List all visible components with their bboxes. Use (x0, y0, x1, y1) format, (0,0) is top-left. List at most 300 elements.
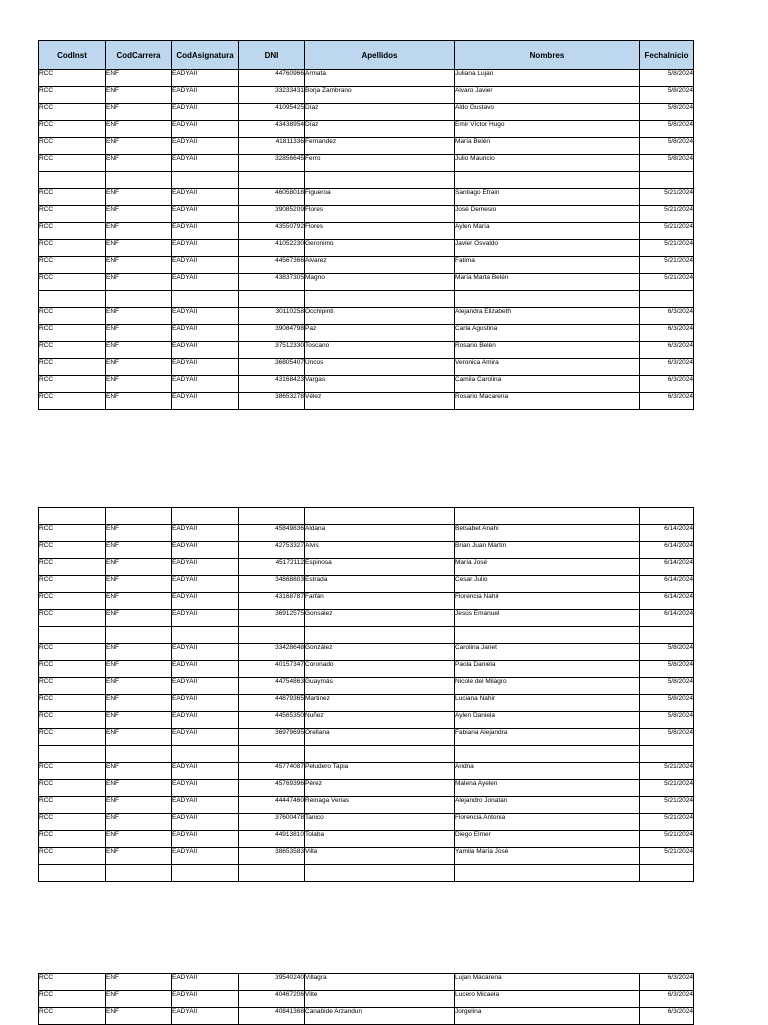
cell-codasignatura: EADYAII (172, 974, 239, 991)
cell-codasignatura: EADYAII (172, 393, 239, 410)
cell-codasignatura (172, 746, 239, 763)
cell-nombres: María Marta Belén (455, 274, 640, 291)
cell-codcarrera: ENF (106, 104, 172, 121)
header-apellidos: Apellidos (305, 41, 455, 70)
roster-table-3 (38, 973, 694, 1025)
cell-codcarrera: ENF (106, 593, 172, 610)
cell-nombres: Cesar Julio (455, 576, 640, 593)
cell-codcarrera: ENF (106, 257, 172, 274)
table-row (39, 257, 694, 274)
cell-nombres: Paola Daniela (455, 661, 640, 678)
table-row (39, 155, 694, 172)
table-row (39, 121, 694, 138)
cell-fechainicio: 6/14/2024 (640, 576, 694, 593)
cell-fechainicio: 6/3/2024 (640, 1008, 694, 1025)
cell-fechainicio (640, 172, 694, 189)
cell-codinst: RCC (39, 104, 106, 121)
roster-table-2 (38, 507, 694, 882)
header-row (39, 41, 694, 70)
cell-codinst: RCC (39, 729, 106, 746)
cell-nombres: Aridna (455, 763, 640, 780)
cell-dni: 37512330 (239, 342, 305, 359)
table-row (39, 644, 694, 661)
cell-codasignatura: EADYAII (172, 763, 239, 780)
cell-codcarrera: ENF (106, 70, 172, 87)
cell-dni: 40157347 (239, 661, 305, 678)
table-row (39, 138, 694, 155)
header-codasignatura: CodAsignatura (172, 41, 239, 70)
cell-codinst: RCC (39, 223, 106, 240)
table-row (39, 763, 694, 780)
cell-apellidos: Borja Zambrano (305, 87, 455, 104)
cell-codcarrera (106, 865, 172, 882)
cell-fechainicio: 5/21/2024 (640, 780, 694, 797)
cell-codinst: RCC (39, 814, 106, 831)
cell-apellidos: Villa (305, 848, 455, 865)
cell-dni: 45769396 (239, 780, 305, 797)
cell-nombres: Aylen María (455, 223, 640, 240)
cell-apellidos: Díaz (305, 104, 455, 121)
table-row (39, 974, 694, 991)
cell-codinst: RCC (39, 712, 106, 729)
table-row (39, 712, 694, 729)
cell-fechainicio: 5/21/2024 (640, 797, 694, 814)
cell-codinst: RCC (39, 189, 106, 206)
cell-apellidos (305, 172, 455, 189)
cell-codinst: RCC (39, 848, 106, 865)
cell-apellidos: Peludero Tapia (305, 763, 455, 780)
cell-apellidos: Flores (305, 206, 455, 223)
cell-dni: 32856645 (239, 155, 305, 172)
cell-dni: 43438954 (239, 121, 305, 138)
table-row (39, 729, 694, 746)
cell-dni: 39085209 (239, 206, 305, 223)
table-row (39, 695, 694, 712)
cell-fechainicio: 6/3/2024 (640, 359, 694, 376)
cell-codinst: RCC (39, 780, 106, 797)
cell-nombres: María José (455, 559, 640, 576)
cell-codinst: RCC (39, 1008, 106, 1025)
cell-codinst: RCC (39, 393, 106, 410)
cell-codcarrera: ENF (106, 763, 172, 780)
cell-codasignatura: EADYAII (172, 155, 239, 172)
cell-apellidos: Toscano (305, 342, 455, 359)
table-row (39, 308, 694, 325)
cell-fechainicio: 5/8/2024 (640, 121, 694, 138)
cell-dni (239, 746, 305, 763)
cell-fechainicio: 5/21/2024 (640, 831, 694, 848)
cell-nombres: Julio Mauricio (455, 155, 640, 172)
cell-dni (239, 291, 305, 308)
cell-codasignatura: EADYAII (172, 848, 239, 865)
cell-codcarrera: ENF (106, 376, 172, 393)
cell-nombres: Luciana Nahir (455, 695, 640, 712)
cell-codcarrera: ENF (106, 576, 172, 593)
cell-codcarrera (106, 508, 172, 525)
cell-fechainicio: 5/8/2024 (640, 678, 694, 695)
cell-codinst: RCC (39, 991, 106, 1008)
cell-codasignatura (172, 508, 239, 525)
header-codinst: CodInst (39, 41, 106, 70)
cell-nombres (455, 865, 640, 882)
cell-codasignatura: EADYAII (172, 610, 239, 627)
table-row (39, 376, 694, 393)
cell-dni: 30110258 (239, 308, 305, 325)
cell-codinst: RCC (39, 121, 106, 138)
cell-codcarrera: ENF (106, 695, 172, 712)
cell-dni (239, 865, 305, 882)
cell-dni: 38653278 (239, 393, 305, 410)
cell-apellidos (305, 746, 455, 763)
cell-codasignatura: EADYAII (172, 695, 239, 712)
cell-fechainicio: 5/8/2024 (640, 87, 694, 104)
cell-fechainicio: 6/3/2024 (640, 991, 694, 1008)
cell-codcarrera: ENF (106, 729, 172, 746)
table-row (39, 342, 694, 359)
cell-nombres: María Belén (455, 138, 640, 155)
cell-apellidos: Figueroa (305, 189, 455, 206)
cell-apellidos: Nuñez (305, 712, 455, 729)
cell-dni: 39540240 (239, 974, 305, 991)
cell-apellidos: Reinaga Verias (305, 797, 455, 814)
roster-body-2 (39, 508, 694, 882)
header-nombres: Nombres (455, 41, 640, 70)
cell-codasignatura: EADYAII (172, 644, 239, 661)
cell-codasignatura: EADYAII (172, 593, 239, 610)
cell-codinst: RCC (39, 797, 106, 814)
cell-codinst (39, 865, 106, 882)
roster-body-1 (39, 70, 694, 410)
cell-nombres (455, 291, 640, 308)
cell-codasignatura: EADYAII (172, 525, 239, 542)
cell-codcarrera (106, 172, 172, 189)
table-row (39, 240, 694, 257)
cell-codasignatura: EADYAII (172, 257, 239, 274)
cell-fechainicio: 5/21/2024 (640, 223, 694, 240)
cell-nombres (455, 746, 640, 763)
cell-codcarrera: ENF (106, 308, 172, 325)
cell-dni: 44760966 (239, 70, 305, 87)
cell-codinst: RCC (39, 155, 106, 172)
cell-dni: 36912575 (239, 610, 305, 627)
cell-codinst: RCC (39, 593, 106, 610)
cell-nombres: Carla Agostina (455, 325, 640, 342)
cell-codcarrera: ENF (106, 359, 172, 376)
cell-dni: 41811336 (239, 138, 305, 155)
table-row (39, 814, 694, 831)
cell-fechainicio: 5/8/2024 (640, 104, 694, 121)
cell-fechainicio: 5/21/2024 (640, 257, 694, 274)
cell-codcarrera: ENF (106, 678, 172, 695)
cell-codinst: RCC (39, 542, 106, 559)
table-row (39, 87, 694, 104)
cell-nombres: Jesús Emanuel (455, 610, 640, 627)
cell-codinst: RCC (39, 610, 106, 627)
cell-dni: 43550792 (239, 223, 305, 240)
cell-codasignatura: EADYAII (172, 223, 239, 240)
cell-codinst: RCC (39, 559, 106, 576)
cell-dni: 44565350 (239, 712, 305, 729)
cell-codcarrera: ENF (106, 138, 172, 155)
cell-codasignatura: EADYAII (172, 678, 239, 695)
cell-dni: 41052230 (239, 240, 305, 257)
cell-codasignatura (172, 291, 239, 308)
cell-codasignatura: EADYAII (172, 831, 239, 848)
cell-apellidos: Alvis (305, 542, 455, 559)
cell-codcarrera: ENF (106, 797, 172, 814)
cell-nombres: Rosario Belén (455, 342, 640, 359)
empty-row (39, 508, 694, 525)
cell-apellidos: Tanico (305, 814, 455, 831)
table-row (39, 593, 694, 610)
cell-dni: 44913810 (239, 831, 305, 848)
cell-codasignatura: EADYAII (172, 797, 239, 814)
cell-dni: 44754863 (239, 678, 305, 695)
cell-apellidos: Guaymás (305, 678, 455, 695)
cell-codinst: RCC (39, 661, 106, 678)
cell-codcarrera: ENF (106, 121, 172, 138)
cell-fechainicio: 5/21/2024 (640, 206, 694, 223)
cell-codcarrera: ENF (106, 991, 172, 1008)
cell-codinst: RCC (39, 257, 106, 274)
cell-codinst: RCC (39, 70, 106, 87)
cell-nombres: Javier Osvaldo (455, 240, 640, 257)
cell-codasignatura: EADYAII (172, 1008, 239, 1025)
cell-apellidos: Flores (305, 223, 455, 240)
cell-codasignatura: EADYAII (172, 104, 239, 121)
cell-codcarrera: ENF (106, 712, 172, 729)
cell-codinst: RCC (39, 87, 106, 104)
header-codcarrera: CodCarrera (106, 41, 172, 70)
cell-codinst: RCC (39, 138, 106, 155)
cell-codcarrera: ENF (106, 525, 172, 542)
cell-dni: 36979695 (239, 729, 305, 746)
cell-codinst: RCC (39, 240, 106, 257)
cell-apellidos: Canabide Arzandun (305, 1008, 455, 1025)
cell-nombres: Rosario Macarena (455, 393, 640, 410)
cell-codinst: RCC (39, 644, 106, 661)
cell-codinst: RCC (39, 763, 106, 780)
cell-fechainicio: 5/21/2024 (640, 814, 694, 831)
empty-row (39, 291, 694, 308)
cell-nombres: Santiago Efrain (455, 189, 640, 206)
table-row (39, 325, 694, 342)
cell-apellidos: Orellana (305, 729, 455, 746)
cell-fechainicio: 5/8/2024 (640, 70, 694, 87)
cell-nombres: Betsabet Anahi (455, 525, 640, 542)
table-row (39, 610, 694, 627)
cell-apellidos: Pérez (305, 780, 455, 797)
cell-codinst (39, 627, 106, 644)
cell-codasignatura: EADYAII (172, 814, 239, 831)
cell-apellidos: Armata (305, 70, 455, 87)
cell-nombres: Emir Víctor Hugo (455, 121, 640, 138)
cell-apellidos: Gonsalez (305, 610, 455, 627)
cell-codcarrera: ENF (106, 661, 172, 678)
cell-apellidos: Tolaba (305, 831, 455, 848)
cell-apellidos: Fernandez (305, 138, 455, 155)
cell-apellidos: Farfán (305, 593, 455, 610)
cell-codasignatura: EADYAII (172, 138, 239, 155)
cell-fechainicio (640, 746, 694, 763)
table-row (39, 542, 694, 559)
table-row (39, 393, 694, 410)
cell-nombres: Florencia Antonia (455, 814, 640, 831)
cell-dni: 33233431 (239, 87, 305, 104)
cell-nombres: Fabiana Alejandra (455, 729, 640, 746)
cell-apellidos: Estrada (305, 576, 455, 593)
cell-fechainicio: 6/3/2024 (640, 393, 694, 410)
cell-codasignatura: EADYAII (172, 342, 239, 359)
cell-codcarrera: ENF (106, 974, 172, 991)
header-fechainicio: FechaInicio (640, 41, 694, 70)
cell-dni (239, 172, 305, 189)
cell-nombres: Yamila María José (455, 848, 640, 865)
cell-codinst: RCC (39, 678, 106, 695)
cell-codasignatura (172, 172, 239, 189)
cell-apellidos: Magno (305, 274, 455, 291)
cell-dni: 44567366 (239, 257, 305, 274)
cell-apellidos: Geronimo (305, 240, 455, 257)
roster-table-1 (38, 40, 694, 410)
cell-nombres: Diego Elmer (455, 831, 640, 848)
cell-dni: 44447460 (239, 797, 305, 814)
cell-fechainicio: 5/21/2024 (640, 240, 694, 257)
table-row (39, 104, 694, 121)
cell-codcarrera: ENF (106, 1008, 172, 1025)
cell-codcarrera: ENF (106, 87, 172, 104)
cell-codasignatura: EADYAII (172, 87, 239, 104)
cell-codinst (39, 291, 106, 308)
cell-codcarrera: ENF (106, 559, 172, 576)
cell-fechainicio (640, 291, 694, 308)
table-row (39, 576, 694, 593)
cell-codcarrera: ENF (106, 223, 172, 240)
cell-nombres: Lujan Macarena (455, 974, 640, 991)
cell-codinst: RCC (39, 576, 106, 593)
cell-apellidos: Aldana (305, 525, 455, 542)
table-row (39, 206, 694, 223)
cell-nombres: Camila Carolina (455, 376, 640, 393)
cell-fechainicio: 5/8/2024 (640, 661, 694, 678)
cell-apellidos (305, 508, 455, 525)
table-row (39, 678, 694, 695)
cell-fechainicio: 5/8/2024 (640, 712, 694, 729)
cell-codcarrera: ENF (106, 325, 172, 342)
cell-dni: 45849836 (239, 525, 305, 542)
cell-apellidos: Villagra (305, 974, 455, 991)
cell-nombres: Malena Ayelen (455, 780, 640, 797)
cell-dni: 40841368 (239, 1008, 305, 1025)
cell-nombres: Lucero Micaela (455, 991, 640, 1008)
cell-fechainicio: 5/21/2024 (640, 763, 694, 780)
table-row (39, 525, 694, 542)
cell-apellidos: Vélez (305, 393, 455, 410)
cell-apellidos (305, 865, 455, 882)
cell-dni: 33428648 (239, 644, 305, 661)
cell-codcarrera: ENF (106, 831, 172, 848)
roster-body-3 (39, 974, 694, 1025)
cell-nombres: Alejandra Elizabeth (455, 308, 640, 325)
cell-apellidos: Coronado (305, 661, 455, 678)
cell-dni: 44879365 (239, 695, 305, 712)
cell-codcarrera: ENF (106, 848, 172, 865)
table-row (39, 559, 694, 576)
table-row (39, 780, 694, 797)
cell-codasignatura: EADYAII (172, 376, 239, 393)
cell-codcarrera: ENF (106, 780, 172, 797)
cell-codinst: RCC (39, 695, 106, 712)
cell-apellidos: Alvarez (305, 257, 455, 274)
cell-apellidos: Uncos (305, 359, 455, 376)
cell-nombres: Aldo Gustavo (455, 104, 640, 121)
cell-apellidos: Espinosa (305, 559, 455, 576)
cell-dni: 43168423 (239, 376, 305, 393)
cell-fechainicio (640, 627, 694, 644)
cell-codinst: RCC (39, 274, 106, 291)
cell-fechainicio: 6/14/2024 (640, 559, 694, 576)
cell-nombres: Carolina Janet (455, 644, 640, 661)
cell-fechainicio: 5/21/2024 (640, 274, 694, 291)
cell-codasignatura: EADYAII (172, 359, 239, 376)
cell-nombres: Aylen Daniela (455, 712, 640, 729)
cell-nombres: Juliana Lujan (455, 70, 640, 87)
cell-codcarrera: ENF (106, 814, 172, 831)
cell-codcarrera (106, 746, 172, 763)
cell-dni: 46058018 (239, 189, 305, 206)
cell-codinst: RCC (39, 376, 106, 393)
cell-codasignatura: EADYAII (172, 780, 239, 797)
cell-codinst: RCC (39, 525, 106, 542)
cell-fechainicio: 6/14/2024 (640, 610, 694, 627)
cell-codinst: RCC (39, 342, 106, 359)
cell-dni: 39084798 (239, 325, 305, 342)
cell-codinst: RCC (39, 325, 106, 342)
empty-row (39, 172, 694, 189)
cell-nombres (455, 172, 640, 189)
cell-nombres (455, 508, 640, 525)
table-row (39, 70, 694, 87)
cell-dni: 45172112 (239, 559, 305, 576)
cell-nombres: Nicole del Milagro (455, 678, 640, 695)
cell-apellidos: Vargas (305, 376, 455, 393)
cell-fechainicio: 5/8/2024 (640, 138, 694, 155)
empty-row (39, 865, 694, 882)
cell-fechainicio: 6/14/2024 (640, 525, 694, 542)
cell-dni: 40467206 (239, 991, 305, 1008)
cell-codasignatura: EADYAII (172, 189, 239, 206)
cell-apellidos (305, 291, 455, 308)
cell-apellidos: Díaz (305, 121, 455, 138)
cell-fechainicio: 6/3/2024 (640, 325, 694, 342)
cell-dni: 34868803 (239, 576, 305, 593)
cell-codasignatura: EADYAII (172, 240, 239, 257)
cell-codcarrera: ENF (106, 206, 172, 223)
cell-dni: 38653583 (239, 848, 305, 865)
cell-codcarrera: ENF (106, 542, 172, 559)
cell-fechainicio: 5/21/2024 (640, 189, 694, 206)
cell-codasignatura: EADYAII (172, 542, 239, 559)
cell-nombres: José Demesio (455, 206, 640, 223)
table-row (39, 223, 694, 240)
cell-codcarrera: ENF (106, 274, 172, 291)
cell-codasignatura: EADYAII (172, 991, 239, 1008)
cell-codinst: RCC (39, 974, 106, 991)
cell-fechainicio: 5/21/2024 (640, 848, 694, 865)
table-row (39, 797, 694, 814)
cell-codcarrera: ENF (106, 610, 172, 627)
cell-dni: 41095425 (239, 104, 305, 121)
